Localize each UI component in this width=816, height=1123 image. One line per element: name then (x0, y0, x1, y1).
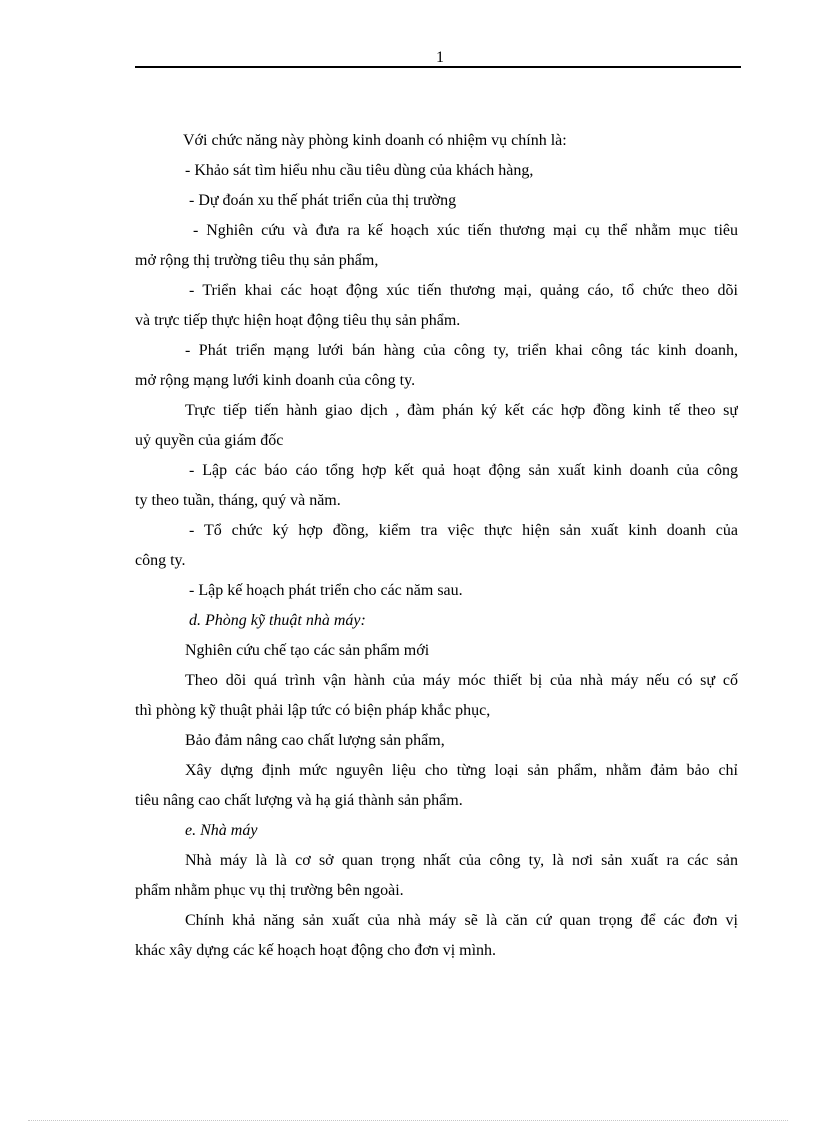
list-item: - Nghiên cứu và đưa ra kế hoạch xúc tiến thương mại cụ thể nhằm mục tiêu (193, 222, 738, 239)
list-item: - Lập kế hoạch phát triển cho các năm sau. (189, 582, 463, 599)
page-bottom-border (28, 1120, 788, 1121)
section-heading: e. Nhà máy (185, 822, 258, 839)
paragraph-line: Nhà máy là là cơ sở quan trọng nhất của công ty, là nơi sản xuất ra các sản (185, 852, 738, 869)
document-body (135, 126, 738, 966)
paragraph-line: ty theo tuần, tháng, quý và năm. (135, 492, 341, 509)
section-heading: d. Phòng kỹ thuật nhà máy: (189, 612, 366, 629)
paragraph-line: Theo dõi quá trình vận hành của máy móc thiết bị của nhà máy nếu có sự cố (185, 672, 738, 689)
paragraph-line: mở rộng thị trường tiêu thụ sản phẩm, (135, 252, 379, 269)
paragraph-line: khác xây dựng các kế hoạch hoạt động cho đơn vị mình. (135, 942, 497, 959)
header-rule (135, 66, 741, 68)
paragraph-line: thì phòng kỹ thuật phải lập tức có biện pháp khắc phục, (135, 702, 491, 719)
list-item: - Triển khai các hoạt động xúc tiến thương mại, quảng cáo, tổ chức theo dõi (189, 282, 738, 299)
paragraph-line: và trực tiếp thực hiện hoạt động tiêu thụ sản phẩm. (135, 312, 461, 329)
paragraph-line: Nghiên cứu chế tạo các sản phẩm mới (185, 642, 430, 659)
list-item: - Tổ chức ký hợp đồng, kiểm tra việc thực hiện sản xuất kinh doanh của (189, 522, 738, 539)
paragraph-line: Với chức năng này phòng kinh doanh có nhiệm vụ chính là: (183, 132, 567, 149)
page-number: 1 (436, 49, 444, 66)
paragraph-line: Trực tiếp tiến hành giao dịch , đàm phán ký kết các hợp đồng kinh tế theo sự (185, 402, 738, 419)
paragraph-line: phẩm nhằm phục vụ thị trường bên ngoài. (135, 882, 404, 899)
list-item: - Lập các báo cáo tổng hợp kết quả hoạt động sản xuất kinh doanh của công (189, 462, 738, 479)
paragraph-line: công ty. (135, 552, 186, 569)
list-item: - Phát triển mạng lưới bán hàng của công ty, triển khai công tác kinh doanh, (185, 342, 738, 359)
paragraph-line: tiêu nâng cao chất lượng và hạ giá thành sản phẩm. (135, 792, 463, 809)
paragraph-line: Chính khả năng sản xuất của nhà máy sẽ là căn cứ quan trọng để các đơn vị (185, 912, 738, 929)
list-item: - Dự đoán xu thế phát triển của thị trường (189, 192, 457, 209)
paragraph-line: Xây dựng định mức nguyên liệu cho từng loại sản phẩm, nhằm đảm bảo chỉ (185, 762, 738, 779)
paragraph-line: uỷ quyền của giám đốc (135, 432, 284, 449)
list-item: - Khảo sát tìm hiểu nhu cầu tiêu dùng của khách hàng, (185, 162, 534, 179)
paragraph-line: Bảo đảm nâng cao chất lượng sản phẩm, (185, 732, 445, 749)
paragraph-line: mở rộng mạng lưới kinh doanh của công ty. (135, 372, 416, 389)
